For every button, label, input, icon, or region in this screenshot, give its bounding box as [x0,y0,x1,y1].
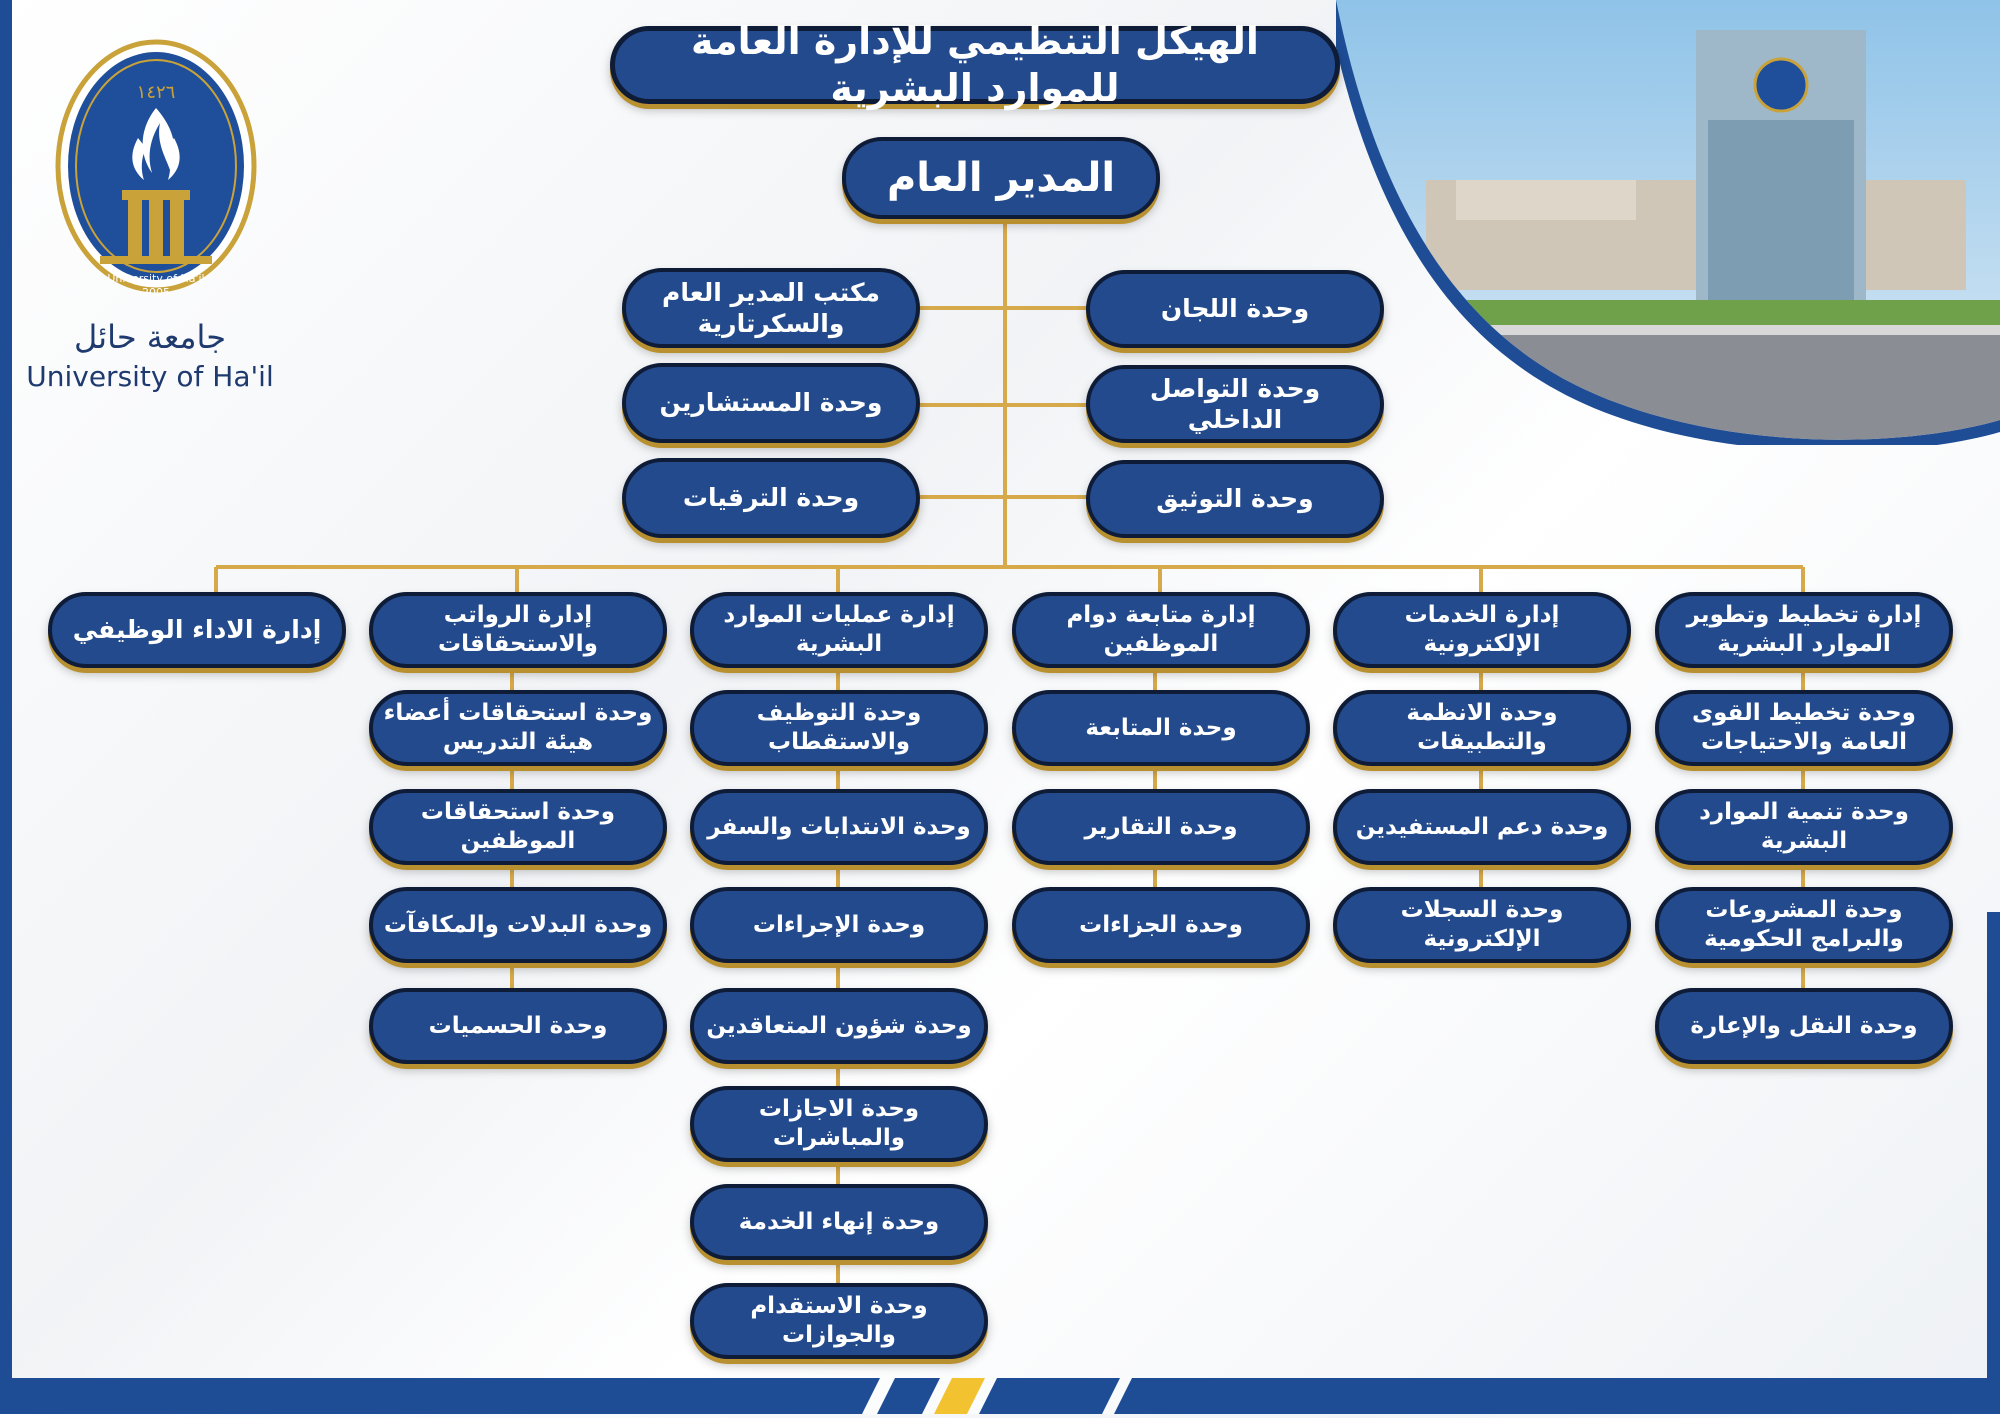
dept-hr-operations: إدارة عمليات الموارد البشرية [690,592,988,668]
dept-eservices: إدارة الخدمات الإلكترونية [1333,592,1631,668]
unit-contractors: وحدة شؤون المتعاقدين [690,988,988,1064]
unit-deductions: وحدة الحسميات [369,988,667,1064]
unit-penalties: وحدة الجزاءات [1012,887,1310,963]
seal-year: 2005 [142,286,170,299]
staff-documentation: وحدة التوثيق [1086,460,1384,538]
staff-promotions: وحدة الترقيات [622,458,920,538]
unit-hr-development: وحدة تنمية الموارد البشرية [1655,789,1953,865]
unit-e-records: وحدة السجلات الإلكترونية [1333,887,1631,963]
seal-hijri: ١٤٢٦ [136,82,176,103]
unit-allowances: وحدة البدلات والمكافآت [369,887,667,963]
unit-faculty-entitlements: وحدة استحقاقات أعضاء هيئة التدريس [369,690,667,766]
unit-gov-projects: وحدة المشروعات والبرامج الحكومية [1655,887,1953,963]
unit-systems-apps: وحدة الانظمة والتطبيقات [1333,690,1631,766]
building-photo [1336,0,2000,445]
page-title: الهيكل التنظيمي للإدارة العامة للموارد البشرية [610,26,1340,104]
unit-recruitment-passports: وحدة الاستقدام والجوازات [690,1283,988,1359]
unit-reports: وحدة التقارير [1012,789,1310,865]
building-emblem [1755,59,1807,111]
unit-transfer-secondment: وحدة النقل والإعارة [1655,988,1953,1064]
unit-recruitment: وحدة التوظيف والاستقطاب [690,690,988,766]
dept-attendance: إدارة متابعة دوام الموظفين [1012,592,1310,668]
dept-performance: إدارة الاداء الوظيفي [48,592,346,668]
university-logo [20,18,300,398]
right-border-strip [1987,912,2000,1382]
unit-staff-entitlements: وحدة استحقاقات الموظفين [369,789,667,865]
staff-committees: وحدة اللجان [1086,270,1384,348]
staff-internal-comm: وحدة التواصل الداخلي [1086,365,1384,443]
staff-gm-office: مكتب المدير العام والسكرتارية [622,268,920,348]
unit-end-of-service: وحدة إنهاء الخدمة [690,1184,988,1260]
staff-consultants: وحدة المستشارين [622,363,920,443]
unit-workforce-planning: وحدة تخطيط القوى العامة والاحتياجات [1655,690,1953,766]
seal-english: University of Ha'il [107,272,205,285]
logo-arabic-name: جامعة حائل [73,318,227,356]
unit-followup: وحدة المتابعة [1012,690,1310,766]
unit-beneficiary-support: وحدة دعم المستفيدين [1333,789,1631,865]
unit-travel: وحدة الانتدابات والسفر [690,789,988,865]
logo-english-name: University of Ha'il [26,360,274,393]
dept-hr-planning: إدارة تخطيط وتطوير الموارد البشرية [1655,592,1953,668]
bottom-band [0,1378,2000,1414]
unit-leaves: وحدة الاجازات والمباشرات [690,1086,988,1162]
dept-salaries: إدارة الرواتب والاستحقاقات [369,592,667,668]
general-manager-box: المدير العام [842,137,1160,219]
unit-procedures: وحدة الإجراءات [690,887,988,963]
